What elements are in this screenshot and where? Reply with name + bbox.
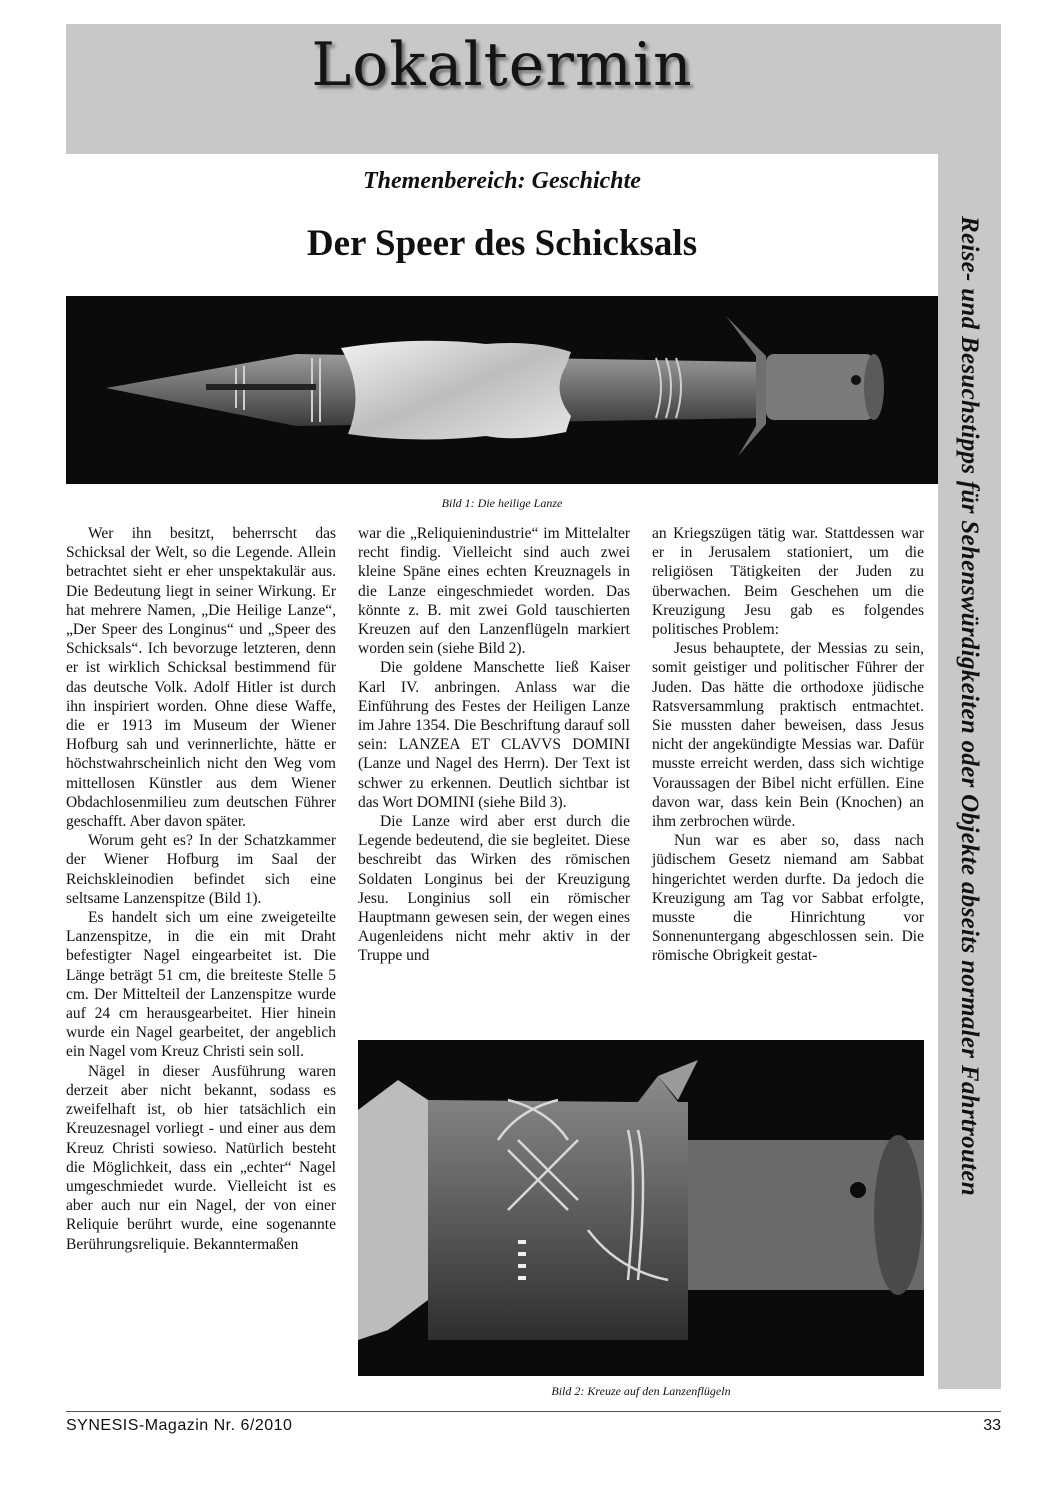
paragraph: Die goldene Manschette ließ Kaiser Karl IV. anbringen. Anlass war die Einführung des Festes der Heiligen Lanze im Jahre 1354. Die Beschriftung darauf soll sein: LANZEA ET CLAVVS DOMINI (Lanze und Nagel des Herrn). Der Text ist schwer zu erkennen. Deutlich sichtbar ist das Wort DOMINI (siehe Bild 3). bbox=[358, 659, 630, 811]
paragraph: Jesus behauptete, der Messias zu sein, somit geistiger und politischer Führer der Juden. Das hätte die orthodoxe jüdische Ratsversammlung praktisch entmachtet. Sie mussten daher beweisen, dass Jesus nicht der angekündigte Messias war. Dafür musste erreicht werden, dass sich wichtige Voraussagen der Bibel nicht erfüllen. Eine davon war, dass kein Bein (Knochen) an ihm zerbrochen würde. bbox=[652, 640, 924, 831]
figure-caption: Bild 1: Die heilige Lanze bbox=[441, 496, 563, 510]
footer-divider bbox=[66, 1411, 1001, 1412]
page-number: 33 bbox=[983, 1417, 1001, 1434]
paragraph: Worum geht es? In der Schatzkammer der Wiener Hofburg im Saal der Reichskleinodien befindet sich eine seltsame Lanzenspitze (Bild 1). bbox=[66, 832, 336, 907]
paragraph: Es handelt sich um eine zweigeteilte Lanzenspitze, in die ein mit Draht befestigter Nagel eingearbeitet ist. Die Länge beträgt 51 cm, die breiteste Stelle 5 cm. Der Mittelteil der Lanzenspitze wurde auf 24 cm herausgearbeitet. Hier hinein wurde ein Nagel gearbeitet, der angeblich ein Nagel vom Kreuz Christi sein soll. bbox=[66, 909, 336, 1061]
footer-magazine: SYNESIS-Magazin Nr. 6/2010 bbox=[66, 1417, 293, 1434]
text-column-2 bbox=[358, 524, 630, 966]
paragraph: Wer ihn besitzt, beherrscht das Schicksal der Welt, so die Legende. Allein betrachtet sieht er eher unspektakulär aus. Die Bedeutung liegt in seiner Wirkung. Er hat mehrere Namen, „Die Heilige Lanze“, „Der Speer des Longinus“ und „Speer des Schicksals“. Ich bevorzuge letzteren, denn er ist wirklich Schicksal bestimmend für das deutsche Volk. Adolf Hitler ist durch ihn inspiriert worden. Ohne diese Waffe, die er 1913 im Museum der Wiener Hofburg sah und verinnerlichte, hätte er höchstwahrscheinlich nicht den Weg vom mittellosen Künstler aus dem Wiener Obdachlosenmilieu zum deutschen Führer geschafft. Aber davon später. bbox=[66, 525, 336, 831]
paragraph: Die Lanze wird aber erst durch die Legende bedeutend, die sie begleitet. Diese beschreibt das Wirken des römischen Soldaten Longinus bei der Kreuzigung Jesu. Longinius soll ein römischer Hauptmann gewesen sein, der wegen eines Augenleidens nicht mehr aktiv in der Truppe und bbox=[358, 813, 630, 965]
topic-line: Themenbereich: Geschichte bbox=[363, 168, 641, 194]
text-column-3 bbox=[652, 524, 924, 966]
section-title: Lokaltermin bbox=[311, 30, 693, 100]
paragraph: an Kriegszügen tätig war. Stattdessen war er in Jerusalem stationiert, um die religiösen Tätigkeiten der Juden zu überwachen. Beim Geschehen um die Kreuzigung Jesu gab es folgendes politisches Problem: bbox=[652, 525, 924, 639]
paragraph: Nun war es aber so, dass nach jüdischem Gesetz niemand am Sabbat hingerichtet werden durfte. Da jedoch die Kreuzigung am Tag vor Sabbat erfolgte, musste die Hinrichtung vor Sonnenuntergang abgeschlossen sein. Die römische Obrigkeit gestat- bbox=[652, 832, 924, 965]
paragraph: Nägel in dieser Ausführung waren derzeit aber nicht bekannt, sodass es zweifelhaft ist, ob hier tatsächlich ein Kreuzesnagel vorliegt - und einer aus dem Kreuz Christi sowieso. Natürlich besteht die Möglichkeit, dass ein „echter“ Nagel umgeschmiedet wurde. Vielleicht ist es aber auch nur ein Nagel, der von einer Reliquie berührt wurde, eine sogenannte Berührungsreliquie. Bekanntermaßen bbox=[66, 1062, 336, 1253]
paragraph: war die „Reliquienindustrie“ im Mittelalter recht findig. Vielleicht sind auch zwei kleine Späne eines echten Kreuznagels in die Lanze eingeschmiedet worden. Das könnte z. B. mit zwei Gold tauschierten Kreuzen auf den Lanzenflügeln markiert worden sein (siehe Bild 2). bbox=[358, 525, 630, 658]
article-title: Der Speer des Schicksals bbox=[306, 223, 698, 264]
lance-photo bbox=[66, 296, 938, 484]
lance-detail-photo bbox=[358, 1040, 924, 1376]
side-label: Reise- und Besuchstipps für Sehenswürdigkeiten oder Objekte abseits normaler Fahrtrouten bbox=[956, 216, 983, 1196]
figure-caption: Bild 2: Kreuze auf den Lanzenflügeln bbox=[551, 1384, 731, 1398]
text-column-1 bbox=[66, 524, 336, 1254]
